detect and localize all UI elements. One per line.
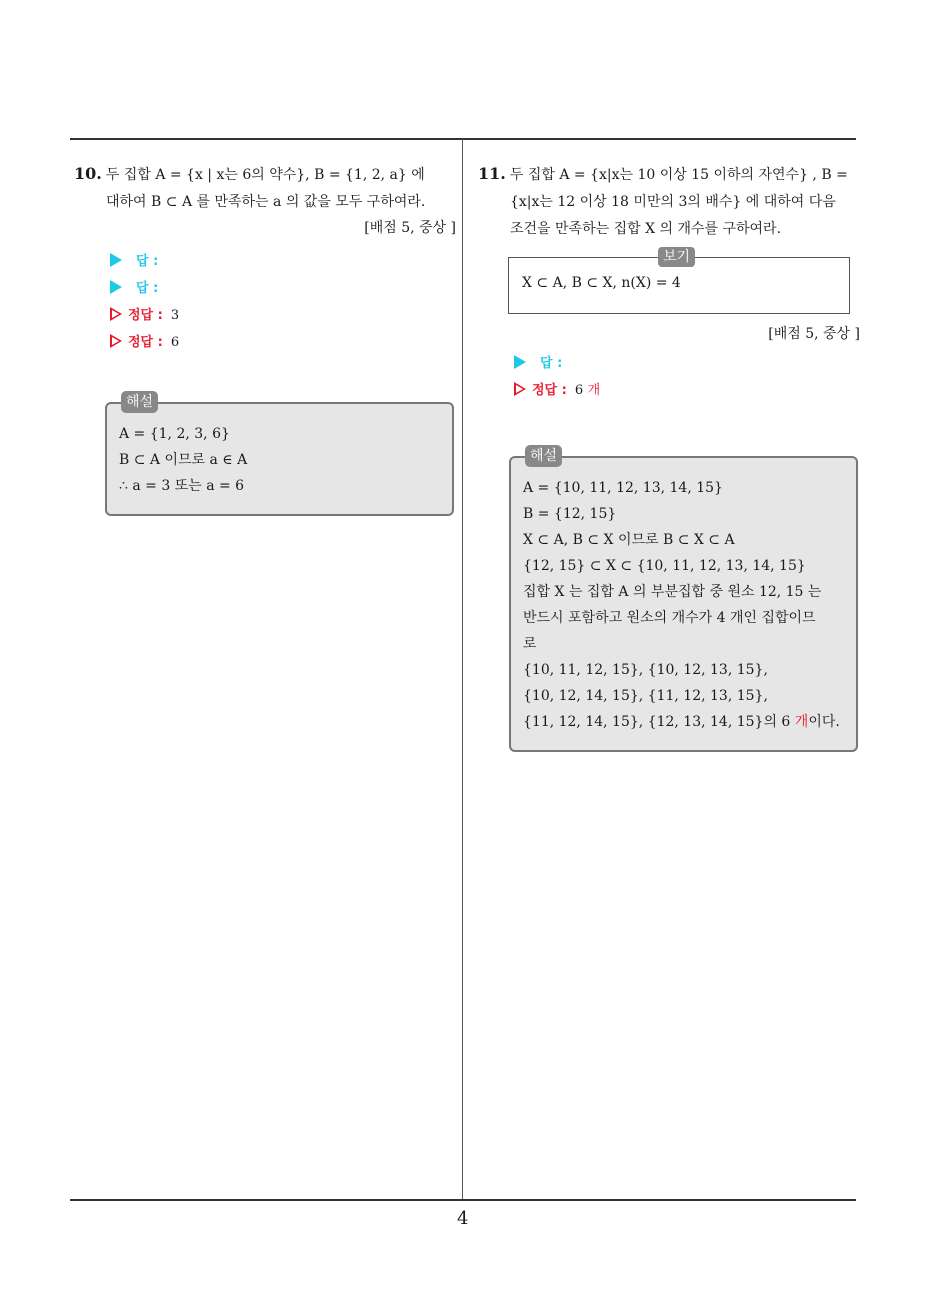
- question-10-score: [배점 5, 중상 ]: [364, 220, 456, 236]
- solution-line: X ⊂ A, B ⊂ X 이므로 B ⊂ X ⊂ A: [523, 532, 735, 548]
- solution-line: A = {1, 2, 3, 6}: [119, 426, 230, 442]
- question-11-text: [478, 160, 860, 243]
- answer-label: 답 :: [136, 281, 159, 296]
- solution-line: B ⊂ A 이므로 a ∈ A: [119, 452, 248, 468]
- column-divider: [462, 139, 463, 1200]
- page-number: 4: [457, 1208, 469, 1229]
- question-11-number: 11.: [478, 164, 506, 183]
- correct-answer-value: 6: [574, 383, 584, 398]
- answer-row-1[interactable]: [110, 248, 456, 275]
- solution-unit-highlight: 개: [794, 714, 809, 730]
- solution-tag: 해설: [525, 445, 562, 467]
- solution-last-line: [523, 709, 840, 735]
- red-triangle-outline-icon: [110, 334, 122, 348]
- red-triangle-outline-icon: [110, 307, 122, 321]
- question-10-text: [74, 160, 456, 216]
- question-11-solution-box: [509, 448, 858, 752]
- solution-line: {12, 15} ⊂ X ⊂ {10, 11, 12, 13, 14, 15}: [523, 558, 806, 574]
- solution-line: {10, 12, 14, 15}, {11, 12, 13, 15},: [523, 688, 768, 704]
- question-10: [74, 160, 456, 356]
- correct-answer-label: 정답 :: [128, 308, 163, 323]
- solution-line: 반드시 포함하고 원소의 개수가 4 개인 집합이므: [523, 610, 816, 626]
- blue-triangle-icon: [110, 253, 122, 267]
- solution-tag: 해설: [121, 391, 158, 413]
- correct-answer-unit: 개: [587, 383, 601, 398]
- condition-box: [508, 249, 850, 314]
- solution-line: ∴ a = 3 또는 a = 6: [119, 478, 245, 494]
- answer-label: 답 :: [136, 254, 159, 269]
- answer-row[interactable]: [514, 350, 860, 377]
- question-11: [478, 160, 860, 243]
- correct-answer-row: [514, 377, 860, 404]
- correct-answer-value: 6: [170, 335, 180, 350]
- question-10-solution-box: [105, 394, 454, 516]
- solution-line: {10, 11, 12, 15}, {10, 12, 13, 15},: [523, 662, 768, 678]
- solution-line: 로: [523, 636, 537, 652]
- blue-triangle-icon: [110, 280, 122, 294]
- red-triangle-outline-icon: [514, 382, 526, 396]
- condition-tag: 보기: [658, 247, 695, 267]
- answer-label: 답 :: [540, 356, 563, 371]
- solution-line: B = {12, 15}: [523, 506, 617, 522]
- solution-line: 집합 X 는 집합 A 의 부분집합 중 원소 12, 15 는: [523, 584, 822, 600]
- question-10-number: 10.: [74, 164, 102, 183]
- correct-answer-label: 정답 :: [532, 383, 567, 398]
- question-10-line-2: 대하여 B ⊂ A 를 만족하는 a 의 값을 모두 구하여라.: [106, 194, 426, 210]
- correct-answer-row-2: [110, 329, 456, 356]
- question-10-line-1: 두 집합 A = {x | x는 6의 약수}, B = {1, 2, a} 에: [105, 167, 425, 183]
- correct-answer-value: 3: [170, 308, 180, 323]
- solution-line: A = {10, 11, 12, 13, 14, 15}: [523, 480, 723, 496]
- top-rule: [70, 138, 856, 140]
- question-11-line-2: {x|x는 12 이상 18 미만의 3의 배수} 에 대하여 다음: [510, 194, 836, 210]
- question-11-answers: [478, 322, 860, 404]
- solution-last-end: 이다.: [808, 714, 840, 730]
- bottom-rule: [70, 1199, 856, 1201]
- question-11-line-3: 조건을 만족하는 집합 X 의 개수를 구하여라.: [510, 221, 782, 237]
- answer-row-2[interactable]: [110, 275, 456, 302]
- question-11-line-1: 두 집합 A = {x|x는 10 이상 15 이하의 자연수} , B =: [509, 167, 848, 183]
- solution-last-text: {11, 12, 14, 15}, {12, 13, 14, 15}의 6: [523, 714, 795, 730]
- question-11-score: [배점 5, 중상 ]: [768, 326, 860, 342]
- correct-answer-label: 정답 :: [128, 335, 163, 350]
- condition-text: X ⊂ A, B ⊂ X, n(X) = 4: [522, 275, 681, 291]
- blue-triangle-icon: [514, 355, 526, 369]
- correct-answer-row-1: [110, 302, 456, 329]
